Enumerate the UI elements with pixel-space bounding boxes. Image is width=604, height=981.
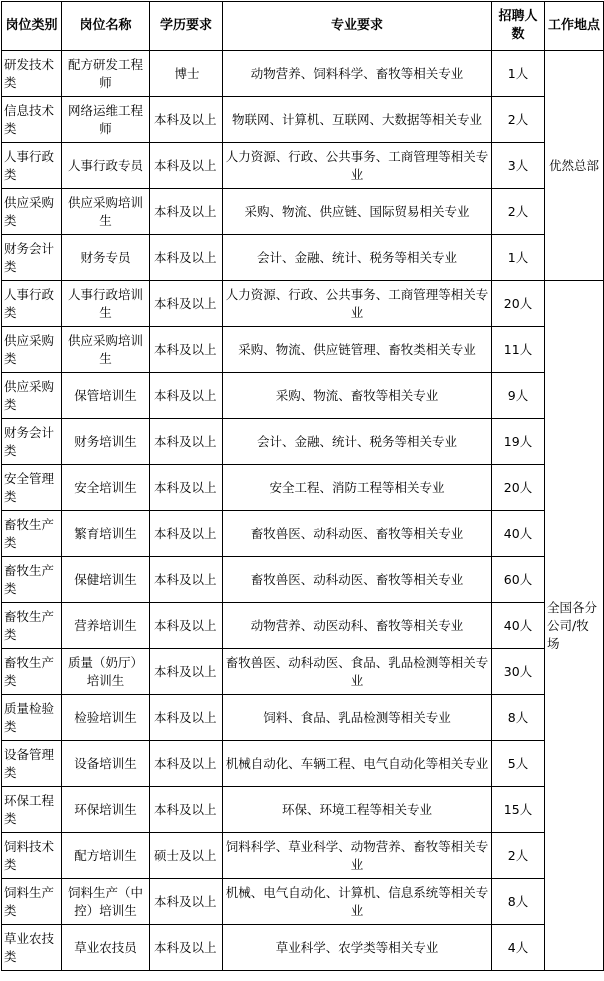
cell-major: 畜牧兽医、动科动医、食品、乳品检测等相关专业 — [223, 649, 492, 695]
cell-education: 本科及以上 — [150, 373, 223, 419]
recruitment-table — [1, 1, 604, 971]
cell-major: 机械、电气自动化、计算机、信息系统等相关专业 — [223, 879, 492, 925]
cell-major: 饲料科学、草业科学、动物营养、畜牧等相关专业 — [223, 833, 492, 879]
cell-position: 设备培训生 — [62, 741, 150, 787]
table-row — [2, 327, 604, 373]
table-row — [2, 649, 604, 695]
header-major: 专业要求 — [223, 2, 492, 51]
cell-position: 饲料生产（中控）培训生 — [62, 879, 150, 925]
table-row — [2, 879, 604, 925]
cell-count: 5人 — [492, 741, 545, 787]
cell-education: 本科及以上 — [150, 465, 223, 511]
table-row — [2, 695, 604, 741]
cell-major: 饲料、食品、乳品检测等相关专业 — [223, 695, 492, 741]
cell-education: 本科及以上 — [150, 235, 223, 281]
header-location: 工作地点 — [545, 2, 604, 51]
table-row — [2, 787, 604, 833]
cell-count: 60人 — [492, 557, 545, 603]
cell-count: 40人 — [492, 603, 545, 649]
cell-education: 博士 — [150, 51, 223, 97]
cell-category: 设备管理类 — [2, 741, 62, 787]
cell-education: 本科及以上 — [150, 419, 223, 465]
cell-major: 草业科学、农学类等相关专业 — [223, 925, 492, 971]
cell-count: 2人 — [492, 189, 545, 235]
cell-education: 本科及以上 — [150, 649, 223, 695]
cell-count: 40人 — [492, 511, 545, 557]
cell-position: 安全培训生 — [62, 465, 150, 511]
table-row — [2, 511, 604, 557]
cell-category: 供应采购类 — [2, 373, 62, 419]
table-row — [2, 373, 604, 419]
cell-position: 营养培训生 — [62, 603, 150, 649]
cell-education: 本科及以上 — [150, 925, 223, 971]
cell-count: 1人 — [492, 235, 545, 281]
cell-position: 供应采购培训生 — [62, 327, 150, 373]
table-row — [2, 235, 604, 281]
cell-position: 草业农技员 — [62, 925, 150, 971]
table-row — [2, 143, 604, 189]
cell-count: 8人 — [492, 695, 545, 741]
cell-major: 人力资源、行政、公共事务、工商管理等相关专业 — [223, 143, 492, 189]
cell-category: 财务会计类 — [2, 419, 62, 465]
cell-education: 本科及以上 — [150, 695, 223, 741]
cell-category: 信息技术类 — [2, 97, 62, 143]
cell-count: 4人 — [492, 925, 545, 971]
cell-category: 畜牧生产类 — [2, 649, 62, 695]
cell-major: 动物营养、饲料科学、畜牧等相关专业 — [223, 51, 492, 97]
table-row — [2, 465, 604, 511]
cell-position: 环保培训生 — [62, 787, 150, 833]
cell-education: 本科及以上 — [150, 97, 223, 143]
cell-position: 财务培训生 — [62, 419, 150, 465]
cell-education: 本科及以上 — [150, 879, 223, 925]
cell-count: 11人 — [492, 327, 545, 373]
cell-count: 20人 — [492, 281, 545, 327]
cell-education: 本科及以上 — [150, 557, 223, 603]
table-row — [2, 51, 604, 97]
cell-education: 本科及以上 — [150, 741, 223, 787]
table-row — [2, 419, 604, 465]
cell-position: 人事行政培训生 — [62, 281, 150, 327]
cell-position: 配方培训生 — [62, 833, 150, 879]
table-header-row — [2, 2, 604, 51]
cell-position: 繁育培训生 — [62, 511, 150, 557]
cell-category: 饲料生产类 — [2, 879, 62, 925]
cell-count: 30人 — [492, 649, 545, 695]
table-row — [2, 925, 604, 971]
cell-category: 畜牧生产类 — [2, 511, 62, 557]
cell-category: 畜牧生产类 — [2, 603, 62, 649]
header-count: 招聘人数 — [492, 2, 545, 51]
cell-major: 会计、金融、统计、税务等相关专业 — [223, 419, 492, 465]
cell-position: 保健培训生 — [62, 557, 150, 603]
cell-major: 人力资源、行政、公共事务、工商管理等相关专业 — [223, 281, 492, 327]
cell-count: 9人 — [492, 373, 545, 419]
cell-major: 会计、金融、统计、税务等相关专业 — [223, 235, 492, 281]
cell-position: 检验培训生 — [62, 695, 150, 741]
cell-position: 供应采购培训生 — [62, 189, 150, 235]
cell-major: 采购、物流、供应链管理、畜牧类相关专业 — [223, 327, 492, 373]
cell-major: 畜牧兽医、动科动医、畜牧等相关专业 — [223, 557, 492, 603]
cell-education: 本科及以上 — [150, 327, 223, 373]
cell-position: 财务专员 — [62, 235, 150, 281]
cell-education: 本科及以上 — [150, 143, 223, 189]
cell-position: 保管培训生 — [62, 373, 150, 419]
cell-education: 本科及以上 — [150, 281, 223, 327]
cell-major: 环保、环境工程等相关专业 — [223, 787, 492, 833]
cell-education: 本科及以上 — [150, 189, 223, 235]
cell-category: 草业农技类 — [2, 925, 62, 971]
cell-category: 安全管理类 — [2, 465, 62, 511]
cell-count: 2人 — [492, 97, 545, 143]
cell-count: 3人 — [492, 143, 545, 189]
table-row — [2, 189, 604, 235]
cell-major: 动物营养、动医动科、畜牧等相关专业 — [223, 603, 492, 649]
cell-category: 人事行政类 — [2, 281, 62, 327]
cell-category: 供应采购类 — [2, 327, 62, 373]
header-position: 岗位名称 — [62, 2, 150, 51]
table-row — [2, 281, 604, 327]
cell-location-branches: 全国各分公司/牧场 — [545, 281, 604, 971]
cell-major: 机械自动化、车辆工程、电气自动化等相关专业 — [223, 741, 492, 787]
table-row — [2, 557, 604, 603]
cell-category: 研发技术类 — [2, 51, 62, 97]
cell-major: 采购、物流、畜牧等相关专业 — [223, 373, 492, 419]
table-row — [2, 97, 604, 143]
cell-position: 配方研发工程师 — [62, 51, 150, 97]
cell-count: 8人 — [492, 879, 545, 925]
header-education: 学历要求 — [150, 2, 223, 51]
cell-category: 供应采购类 — [2, 189, 62, 235]
table-row — [2, 603, 604, 649]
cell-education: 硕士及以上 — [150, 833, 223, 879]
cell-category: 质量检验类 — [2, 695, 62, 741]
cell-category: 环保工程类 — [2, 787, 62, 833]
cell-major: 采购、物流、供应链、国际贸易相关专业 — [223, 189, 492, 235]
cell-education: 本科及以上 — [150, 603, 223, 649]
cell-major: 畜牧兽医、动科动医、畜牧等相关专业 — [223, 511, 492, 557]
cell-position: 人事行政专员 — [62, 143, 150, 189]
cell-count: 15人 — [492, 787, 545, 833]
cell-count: 20人 — [492, 465, 545, 511]
cell-education: 本科及以上 — [150, 787, 223, 833]
cell-count: 1人 — [492, 51, 545, 97]
cell-count: 2人 — [492, 833, 545, 879]
cell-location-hq: 优然总部 — [545, 51, 604, 281]
cell-position: 网络运维工程师 — [62, 97, 150, 143]
cell-major: 安全工程、消防工程等相关专业 — [223, 465, 492, 511]
table-row — [2, 741, 604, 787]
cell-major: 物联网、计算机、互联网、大数据等相关专业 — [223, 97, 492, 143]
cell-category: 人事行政类 — [2, 143, 62, 189]
cell-category: 财务会计类 — [2, 235, 62, 281]
cell-count: 19人 — [492, 419, 545, 465]
cell-position: 质量（奶厅）培训生 — [62, 649, 150, 695]
cell-category: 饲料技术类 — [2, 833, 62, 879]
cell-category: 畜牧生产类 — [2, 557, 62, 603]
table-row — [2, 833, 604, 879]
header-category: 岗位类别 — [2, 2, 62, 51]
cell-education: 本科及以上 — [150, 511, 223, 557]
